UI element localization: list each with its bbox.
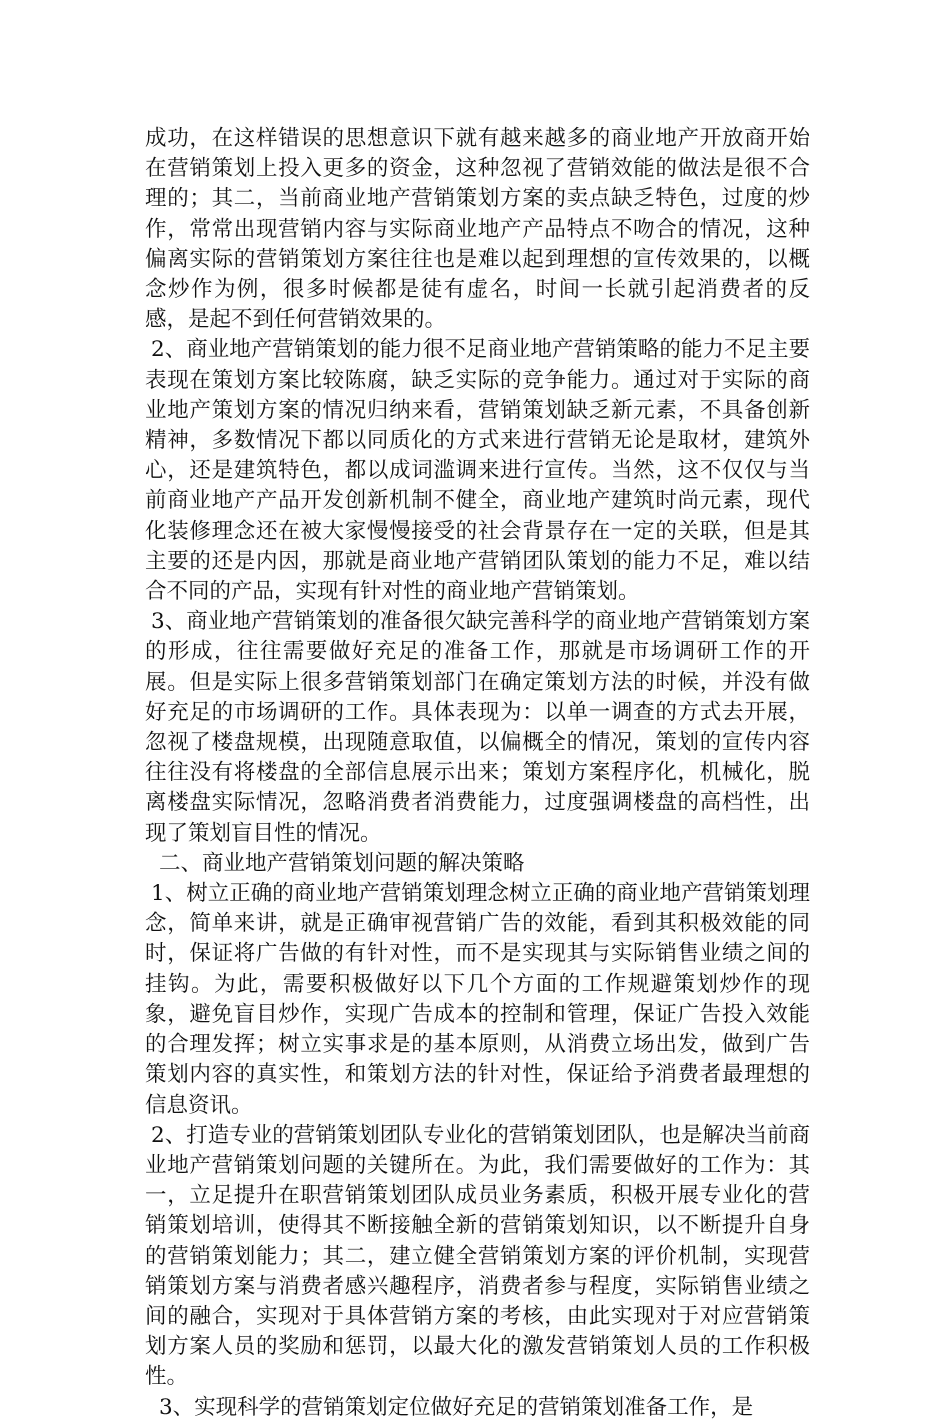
paragraph-item-3: 3、商业地产营销策划的准备很欠缺完善科学的商业地产营销策划方案的形成，往往需要做好充足的准备工作，那就是市场调研工作的开展。但是实际上很多营销策划部门在确定策划方法的时候，并没有做好充足的市场调研的工作。具体表现为：以单一调查的方式去开展，忽视了楼盘规模，出现随意取值，以偏概全的情况，策划的宣传内容往往没有将楼盘的全部信息展示出来；策划方案程序化，机械化，脱离楼盘实际情况，忽略消费者消费能力，过度强调楼盘的高档性，出现了策划盲目性的情况。 [145,609,810,846]
paragraph-solution-3: 3、实现科学的营销策划定位做好充足的营销策划准备工作，是 [159,1394,754,1420]
paragraph-solution-2: 2、打造专业的营销策划团队专业化的营销策划团队，也是解决当前商业地产营销策划问题的关键所在。为此，我们需要做好的工作为：其一，立足提升在职营销策划团队成员业务素质，积极开展专业化的营销策划培训，使得其不断接触全新的营销策划知识，以不断提升自身的营销策划能力；其二，建立健全营销策划方案的评价机制，实现营销策划方案与消费者感兴趣程序，消费者参与程度，实际销售业绩之间的融合，实现对于具体营销方案的考核，由此实现对于对应营销策划方案人员的奖励和惩罚，以最大化的激发营销策划人员的工作积极性。 [145,1122,810,1390]
section-heading: 二、商业地产营销策划问题的解决策略 [159,850,525,876]
paragraph-solution-1: 1、树立正确的商业地产营销策划理念树立正确的商业地产营销策划理念，简单来讲，就是正确审视营销广告的效能，看到其积极效能的同时，保证将广告做的有针对性，而不是实现其与实际销售业绩之间的挂钩。为此，需要积极做好以下几个方面的工作规避策划炒作的现象，避免盲目炒作，实现广告成本的控制和管理，保证广告投入效能的合理发挥；树立实事求是的基本原则，从消费立场出发，做到广告策划内容的真实性，和策划方法的针对性，保证给予消费者最理想的信息资讯。 [145,881,810,1118]
paragraph-item-2: 2、商业地产营销策划的能力很不足商业地产营销策略的能力不足主要表现在策划方案比较陈腐，缺乏实际的竞争能力。通过对于实际的商业地产策划方案的情况归纳来看，营销策划缺乏新元素，不具备创新精神，多数情况下都以同质化的方式来进行营销无论是取材，建筑外心，还是建筑特色，都以成词滥调来进行宣传。当然，这不仅仅与当前商业地产产品开发创新机制不健全，商业地产建筑时尚元素，现代化装修理念还在被大家慢慢接受的社会背景存在一定的关联，但是其主要的还是内因，那就是商业地产营销团队策划的能力不足，难以结合不同的产品，实现有针对性的商业地产营销策划。 [145,337,810,605]
document-page [145,124,810,1423]
paragraph-continuation: 成功，在这样错误的思想意识下就有越来越多的商业地产开放商开始在营销策划上投入更多的资金，这种忽视了营销效能的做法是很不合理的；其二，当前商业地产营销策划方案的卖点缺乏特色，过度的炒作，常常出现营销内容与实际商业地产产品特点不吻合的情况，这种偏离实际的营销策划方案往往也是难以起到理想的宣传效果的，以概念炒作为例，很多时候都是徒有虚名，时间一长就引起消费者的反感，是起不到任何营销效果的。 [145,126,810,333]
